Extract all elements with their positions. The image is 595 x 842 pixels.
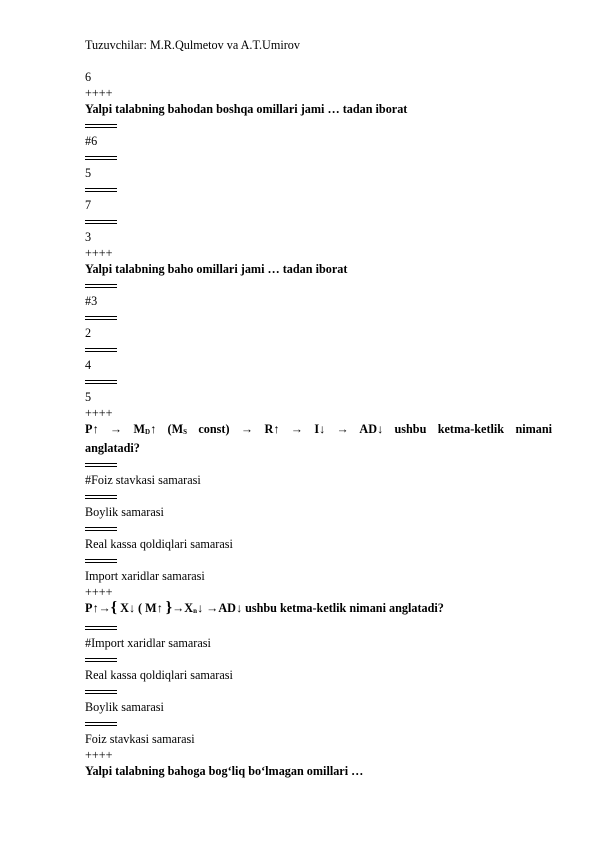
q3-answer-1: #Foiz stavkasi samarasi	[85, 473, 201, 487]
authors-header: Tuzuvchilar: M.R.Qulmetov va A.T.Umirov	[85, 38, 300, 52]
answer-separator	[85, 341, 117, 357]
answer-separator	[85, 117, 117, 133]
answer-separator	[85, 181, 117, 197]
answer-separator	[85, 715, 117, 731]
q1-answer-4: 3	[85, 230, 92, 244]
question-separator: ++++	[85, 406, 113, 420]
q3-answer-2: Boylik samarasi	[85, 505, 164, 519]
question-separator: ++++	[85, 86, 113, 100]
question-separator: ++++	[85, 246, 113, 260]
q4-answer-4: Foiz stavkasi samarasi	[85, 732, 195, 746]
q4-answer-2: Real kassa qoldiqlari samarasi	[85, 668, 233, 682]
answer-separator	[85, 552, 117, 568]
q1-answer-1: #6	[85, 134, 98, 148]
answer-separator	[85, 683, 117, 699]
q1-answer-2: 5	[85, 166, 92, 180]
question-5: Yalpi talabning bahoga bog‘liq bo‘lmagan omillari …	[85, 764, 364, 778]
question-separator: ++++	[85, 585, 113, 599]
answer-separator	[85, 488, 117, 504]
spacer	[85, 53, 552, 69]
q2-answer-3: 4	[85, 358, 92, 372]
document-content	[85, 37, 552, 779]
answer-number: 6	[85, 70, 92, 84]
answer-separator	[85, 309, 117, 325]
answer-separator	[85, 213, 117, 229]
answer-separator	[85, 277, 117, 293]
question-2: Yalpi talabning baho omillari jami … tadan iborat	[85, 262, 348, 276]
q3-answer-4: Import xaridlar samarasi	[85, 569, 205, 583]
question-3: P↑ → $M_D↑$ ($M_S$ const) → R↑ → I↓ → AD↓ ushbu ketma-ketlik nimani	[85, 422, 553, 436]
q2-answer-2: 2	[85, 326, 92, 340]
answer-separator	[85, 456, 117, 472]
q3-answer-3: Real kassa qoldiqlari samarasi	[85, 537, 233, 551]
answer-separator	[85, 520, 117, 536]
answer-separator	[85, 149, 117, 165]
answer-separator	[85, 619, 117, 635]
answer-separator	[85, 651, 117, 667]
q4-answer-3: Boylik samarasi	[85, 700, 164, 714]
q2-answer-4: 5	[85, 390, 92, 404]
question-1: Yalpi talabning bahodan boshqa omillari jami … tadan iborat	[85, 102, 408, 116]
question-separator: ++++	[85, 748, 113, 762]
answer-separator	[85, 373, 117, 389]
q1-answer-3: 7	[85, 198, 92, 212]
question-3-continued: anglatadi?	[85, 441, 140, 455]
q4-answer-1: #Import xaridlar samarasi	[85, 636, 211, 650]
q2-answer-1: #3	[85, 294, 98, 308]
question-4: P↑→{ X↓ ( M↑ }$\to X_n↓$ →AD↓ ushbu ketma-ketlik nimani anglatadi?	[85, 599, 444, 616]
